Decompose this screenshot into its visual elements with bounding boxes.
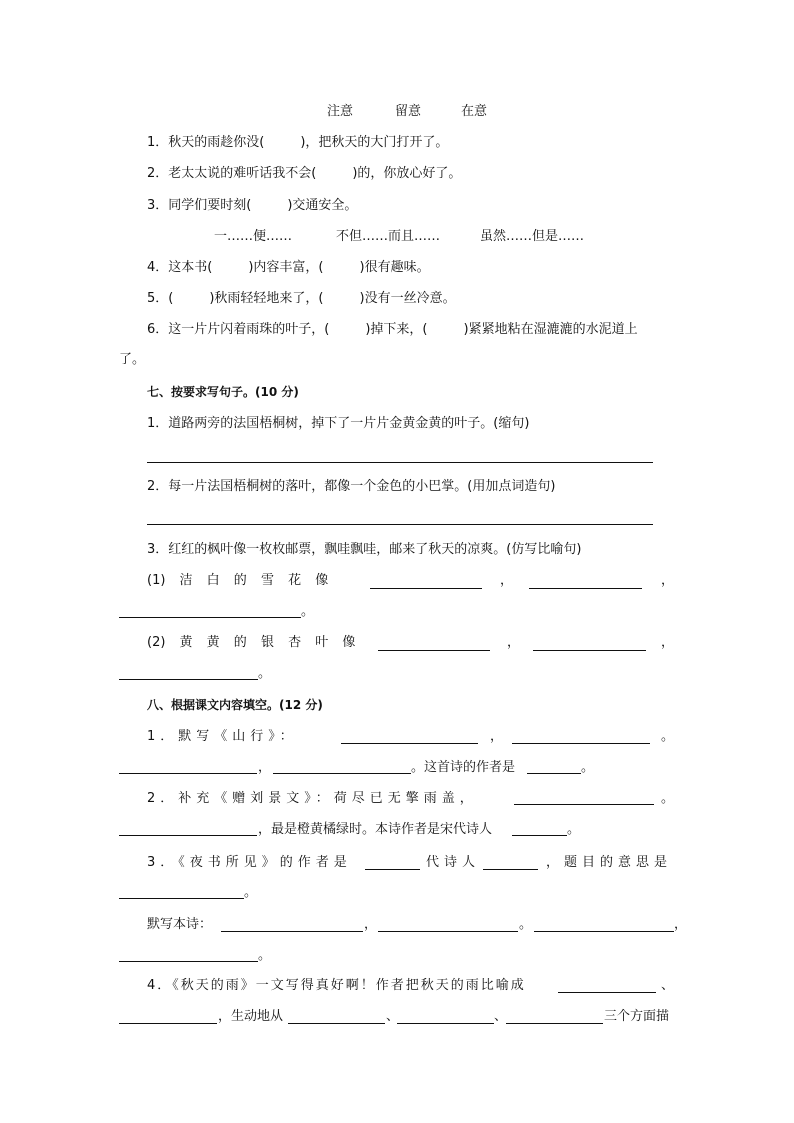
s7-question-1: 1．道路两旁的法国梧桐树，掉下了一片片金黄金黄的叶子。(缩句) [147, 416, 530, 431]
s7-question-3: 3．红红的枫叶像一枚枚邮票，飘哇飘哇，邮来了秋天的凉爽。(仿写比喻句) [147, 542, 582, 557]
s7-q2-answer-line[interactable] [147, 524, 653, 525]
s8-q1-author-blank[interactable] [527, 773, 581, 774]
s8-q4-aspect-1[interactable] [288, 1023, 385, 1024]
s8-question-4: 4．《秋天的雨》一文写得真好啊！作者把秋天的雨比喻成 [147, 978, 526, 993]
s8-q2-blank-a[interactable] [514, 804, 654, 805]
s8-q3-recite-blank-c[interactable] [534, 931, 674, 932]
word-option: 虽然……但是…… [480, 229, 585, 244]
word-option: 不但……而且…… [336, 229, 441, 244]
s7-q3-2-blank-a[interactable] [378, 650, 490, 651]
s8-q4-aspect-3[interactable] [506, 1023, 603, 1024]
fill-question-2: 2．老太太说的难听话我不会( )的，你放心好了。 [147, 166, 462, 181]
section-8-title: 八、根据课文内容填空。(12 分) [147, 698, 323, 712]
s8-q1-blank-a[interactable] [341, 743, 478, 744]
section-7-title: 七、按要求写句子。(10 分) [147, 385, 299, 399]
s8-question-3-line: 3．《夜书所见》的作者是 [147, 855, 352, 870]
word-bank-1 [327, 103, 487, 121]
s8-q3-meaning-blank[interactable] [119, 898, 244, 899]
s7-q1-answer-line[interactable] [147, 462, 653, 463]
s8-question-2: 2．补充《赠刘景文》：荷尽已无擎雨盖， [147, 791, 478, 806]
fill-question-1: 1．秋天的雨趁你没( )，把秋天的大门打开了。 [147, 135, 449, 150]
s7-q3-1-blank-a[interactable] [370, 588, 482, 589]
s7-q3-1-blank-b[interactable] [529, 588, 642, 589]
s8-q3-recite-blank-a[interactable] [221, 931, 363, 932]
s8-q1-blank-b[interactable] [512, 743, 650, 744]
s8-q3-recite-label: 默写本诗： [147, 917, 213, 932]
word-option: 注意 [327, 104, 354, 119]
s7-question-2: 2．每一片法国梧桐树的落叶，都像一个金色的小巴掌。(用加点词造句) [147, 479, 556, 494]
word-bank-2 [214, 228, 584, 246]
fill-question-6-wrap: 了。 [119, 352, 146, 367]
s7-q3-2-blank-c[interactable] [119, 679, 258, 680]
fill-question-4: 4．这本书( )内容丰富，( )很有趣味。 [147, 260, 430, 275]
s8-q4-blank-a[interactable] [558, 992, 656, 993]
fill-question-5: 5．( )秋雨轻轻地来了，( )没有一丝冷意。 [147, 291, 456, 306]
fill-question-3: 3．同学们要时刻( )交通安全。 [147, 198, 358, 213]
s7-q3-1: (1) 洁 白 的 雪 花 像 [147, 573, 329, 588]
word-option: 留意 [395, 104, 422, 119]
s8-q3-recite-blank-b[interactable] [378, 931, 518, 932]
s7-q3-1-blank-c[interactable] [119, 617, 301, 618]
s8-q3-recite-blank-d[interactable] [119, 961, 258, 962]
word-option: 一……便…… [214, 229, 293, 244]
fill-question-6: 6．这一片片闪着雨珠的叶子，( )掉下来，( )紧紧地粘在湿漉漉的水泥道上 [147, 322, 638, 337]
s8-q4-aspect-2[interactable] [397, 1023, 494, 1024]
s8-q3-poet-blank[interactable] [483, 869, 538, 870]
s8-q2-poet-blank[interactable] [512, 835, 567, 836]
s8-q1-blank-d[interactable] [273, 773, 411, 774]
s8-q3-dynasty-blank[interactable] [365, 869, 420, 870]
s8-q2-blank-b[interactable] [119, 835, 257, 836]
word-option: 在意 [461, 104, 488, 119]
worksheet-page: 注意 留意 在意 1．秋天的雨趁你没( )，把秋天的大门打开了。 2．老太太说的难听话我不会( )的，你放心好了。 3．同学们要时刻( )交通安全。 一……便…… 不但……而且…… 虽然……但是…… 4．这本书( )内容丰富，( )很有趣味。 5．( )秋雨轻轻地来了，( )没有一丝冷意。 6．这一片片闪着雨珠的叶子，( )掉下来，( )紧紧地粘在湿漉漉的水泥道上 了。 七、按要求写句子。(10 分) 1．道路两旁的法国梧桐树，掉下了一片片金黄金黄的叶子。(缩句) 2．每一片法国梧桐树的落叶，都像一个金色的小巴掌。(用加点词造句) 3．红红的枫叶像一枚枚邮票，飘哇飘哇，邮来了秋天的凉爽。(仿写比喻句) (1) 洁 白 的 雪 花 像 ， ， 。 (2) 黄 黄 的 银 杏 叶 像 ， ， 。 八、根据课文内容填空。(12 分) 1．默写《山行》： ， 。 ， 。这首诗的作者是 。 2．补充《赠刘景文》：荷尽已无擎雨盖， 。 ，最是橙黄橘绿时。本诗作者是宋代诗人 。 3．《夜书所见》的作者是 代诗人 ，题目的意思是 。 默写本诗： ， 。 ， 。 4．《秋天的雨》一文写得真好啊！作者把秋天的雨比喻成 、 ，生动地从 、 、 三个方面描 [119, 104, 688, 1024]
s7-q3-2-blank-b[interactable] [533, 650, 646, 651]
s8-question-1: 1．默写《山行》： [147, 729, 298, 744]
s8-q4-blank-b[interactable] [119, 1023, 217, 1024]
s7-q3-2: (2) 黄 黄 的 银 杏 叶 像 [147, 635, 356, 650]
s8-q1-blank-c[interactable] [119, 773, 257, 774]
